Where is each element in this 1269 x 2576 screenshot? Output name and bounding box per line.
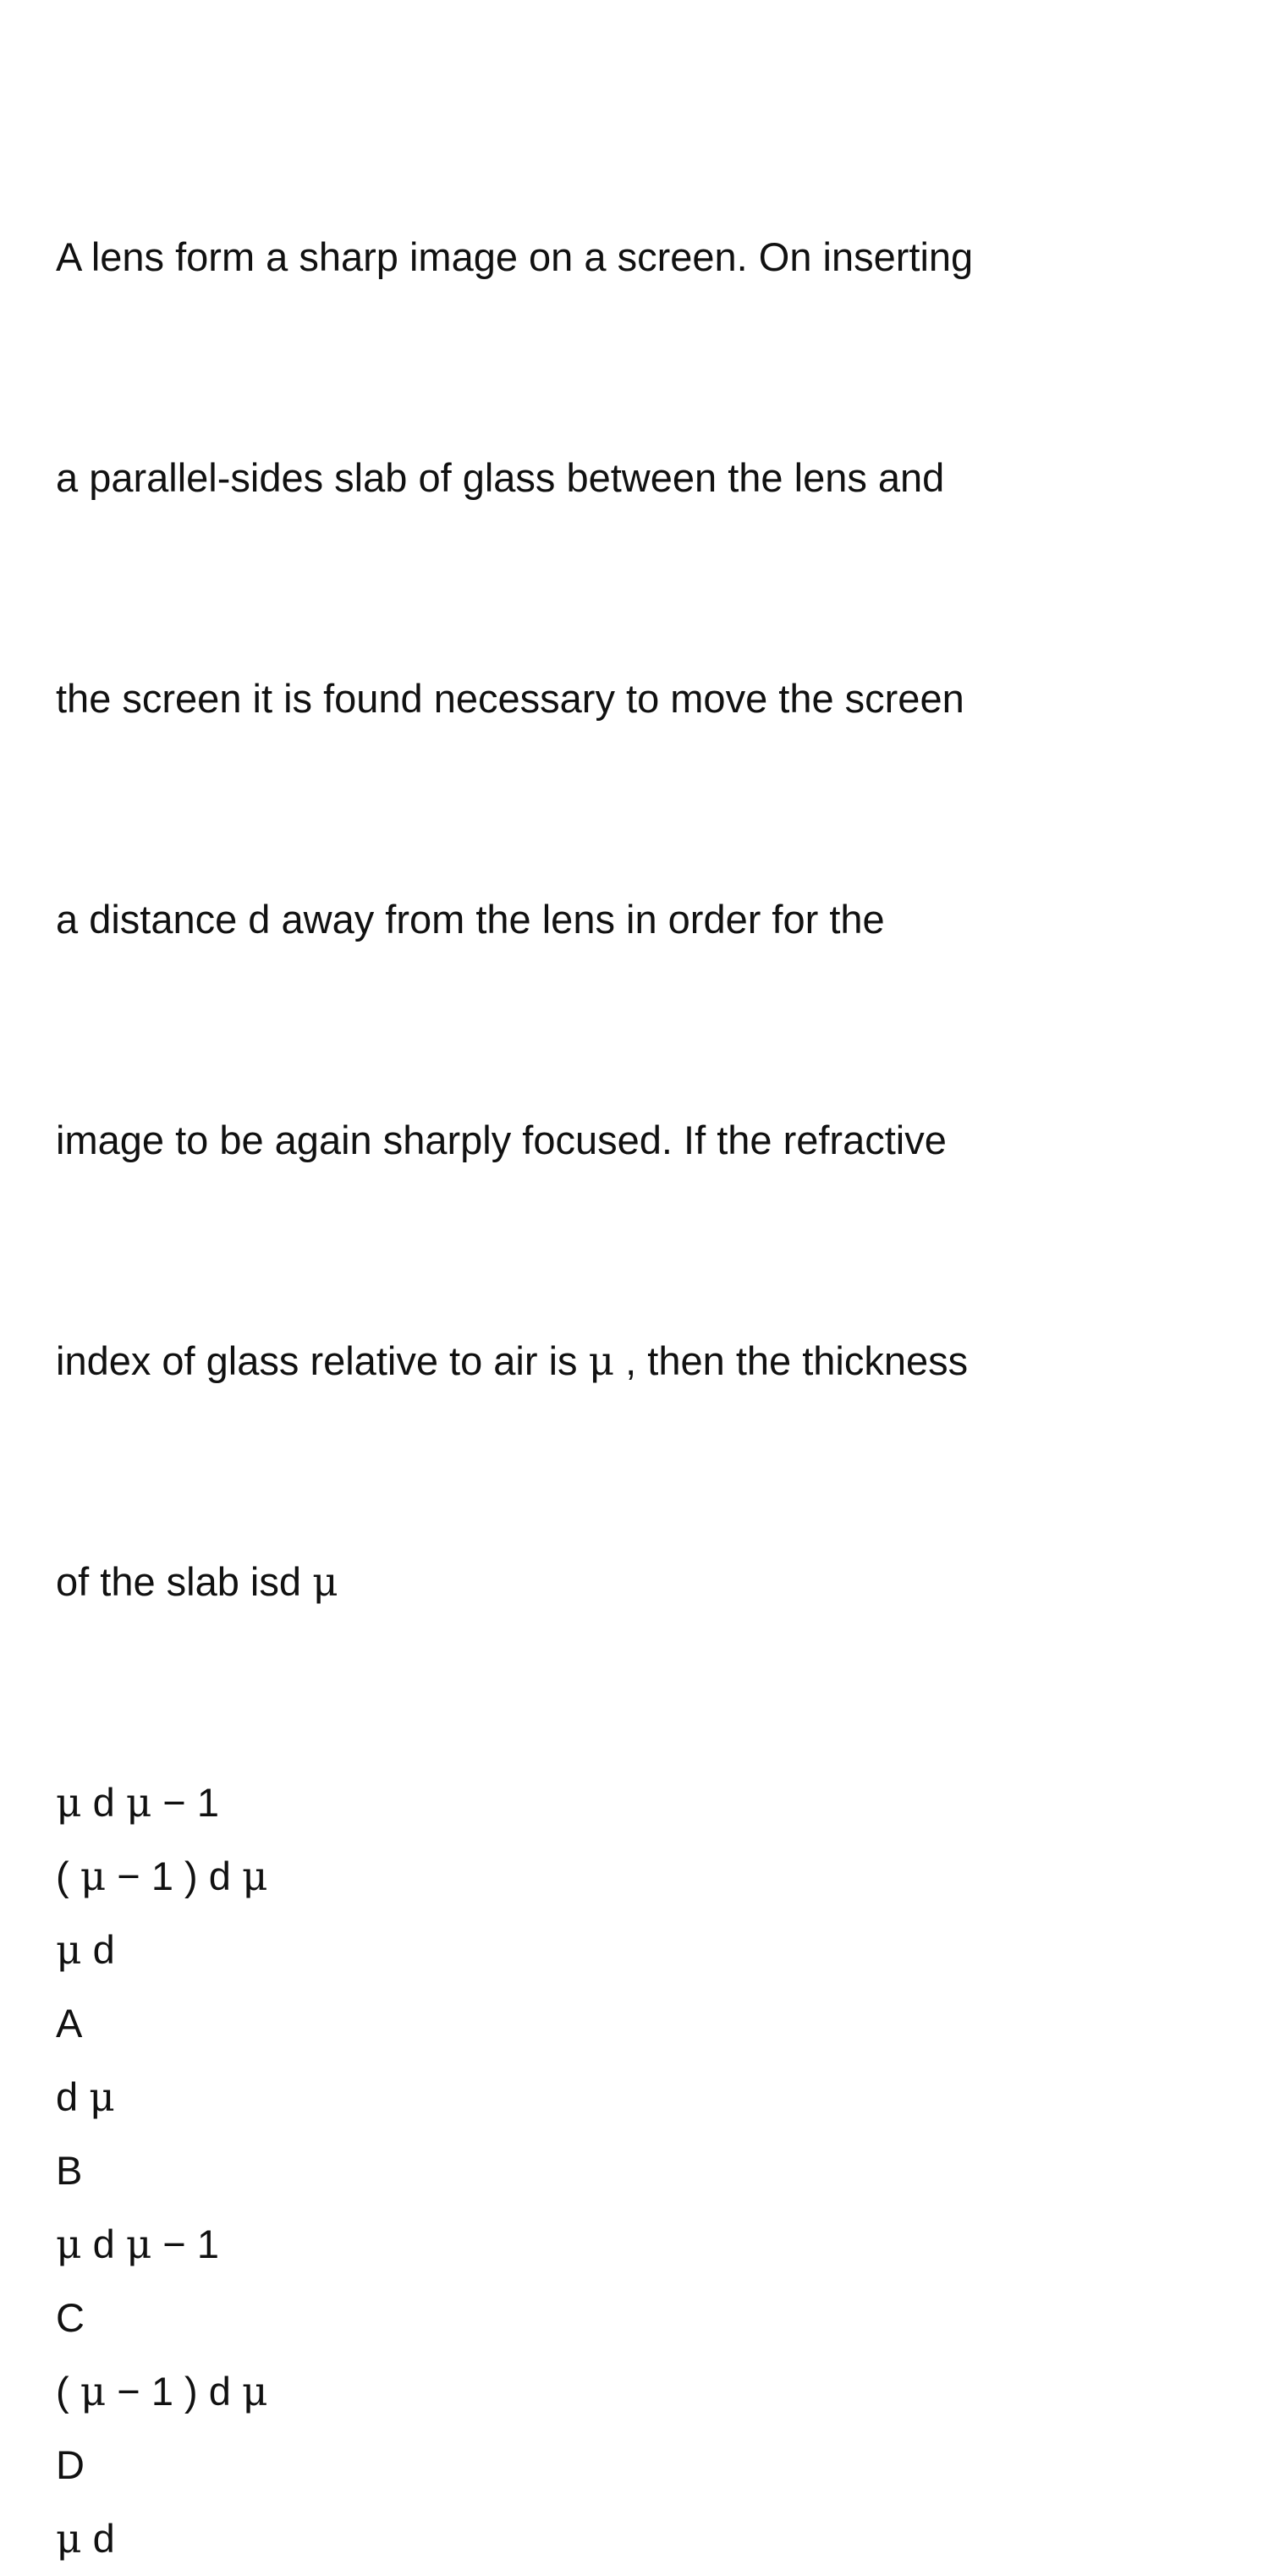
mu-symbol: μ [56,1780,82,1826]
question-line: the screen it is found necessary to move the screen [56,676,964,721]
option-letter: A [56,2001,83,2046]
question-line: image to be again sharply focused. If the refractive [56,1118,947,1162]
option-text: μ d μ − 1 [56,2222,220,2268]
inline-option: μ d [56,1927,115,1974]
mu-symbol: μ [241,1854,268,1900]
mu-symbol: μ [588,1338,615,1385]
mu-symbol: μ [80,1854,107,1900]
mu-symbol: μ [125,2222,152,2268]
option-b[interactable] [56,2134,1218,2281]
mu-symbol: μ [241,2369,268,2415]
mu-symbol: μ [89,2074,115,2121]
question-line: of the slab isd μ [56,1559,338,1606]
question-line: a distance d away from the lens in order for the [56,897,885,942]
inline-option: μ d μ − 1 [56,1780,220,1826]
mu-symbol: μ [312,1559,338,1606]
option-text: d μ [56,2074,115,2121]
mu-symbol: μ [125,1780,152,1826]
option-letter: D [56,2442,85,2487]
question-text [56,73,1223,1766]
question-line: a parallel-sides slab of glass between the lens and [56,455,945,500]
mu-symbol: μ [56,2222,82,2268]
mu-symbol: μ [56,1927,82,1974]
option-letter: B [56,2148,83,2193]
option-a[interactable] [56,1986,1218,2134]
mu-symbol: μ [80,2369,107,2415]
option-d[interactable] [56,2428,1218,2575]
option-text: ( μ − 1 ) d μ [56,2369,268,2415]
question-line: A lens form a sharp image on a screen. On inserting [56,234,974,279]
option-letter: C [56,2295,85,2340]
question-line: index of glass relative to air is μ , then the thickness [56,1338,969,1385]
inline-option: ( μ − 1 ) d μ [56,1854,268,1900]
mu-symbol: μ [56,2516,82,2562]
inline-options [56,1766,1218,1986]
option-text: μ d [56,2516,115,2562]
answer-options [56,1986,1218,2575]
option-c[interactable] [56,2281,1218,2428]
